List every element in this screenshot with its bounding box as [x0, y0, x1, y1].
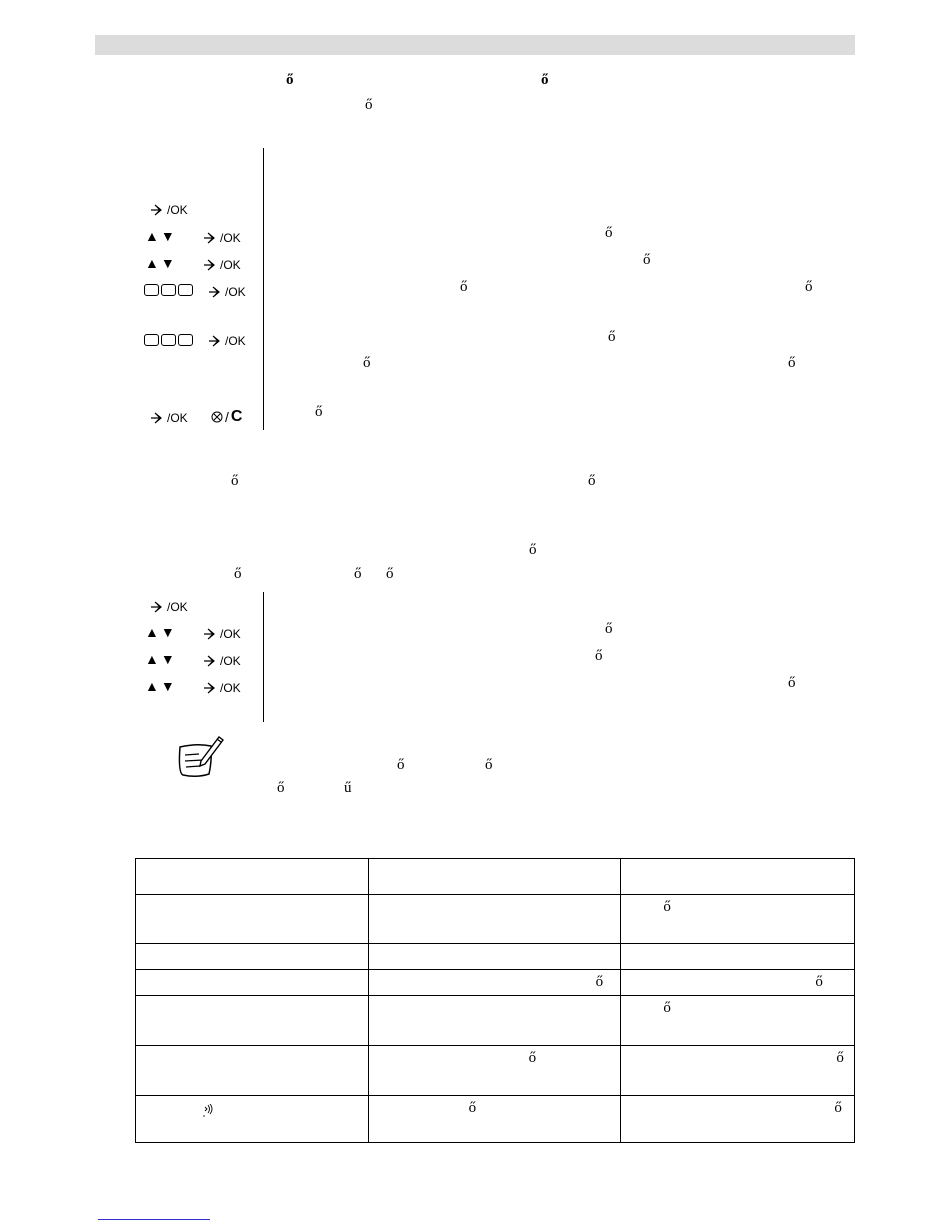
text-glyph: ő — [231, 473, 239, 489]
table-cell — [368, 859, 621, 895]
table-cell — [136, 1046, 369, 1096]
text-glyph: ő — [788, 355, 796, 371]
numeric-keys — [144, 334, 193, 346]
enter-arrow-icon — [150, 412, 165, 424]
table-cell: ő — [368, 1096, 621, 1143]
table-cell: ő — [368, 970, 621, 996]
nav-keys-row — [145, 229, 177, 243]
table-cell — [136, 895, 369, 944]
text-glyph: ő — [277, 780, 285, 796]
numeric-keys — [144, 284, 193, 296]
up-down-arrow-icon: ▲▼ — [145, 228, 177, 244]
table-cell: ő — [621, 1096, 855, 1143]
table-cell — [136, 859, 369, 895]
ok-key: /OK — [150, 600, 188, 614]
table-cell: ő — [621, 970, 855, 996]
ok-key: /OK — [203, 231, 241, 245]
table-cell — [136, 970, 369, 996]
text-glyph: ő — [605, 621, 613, 637]
ok-key: /OK — [150, 411, 188, 425]
ok-key: /OK — [203, 258, 241, 272]
text-glyph: ő — [608, 329, 616, 345]
clear-key: / C — [211, 408, 242, 426]
text-glyph: ő — [595, 648, 603, 664]
table-cell — [136, 1096, 369, 1143]
ok-key: /OK — [150, 203, 188, 217]
heading-glyph: ő — [286, 72, 294, 88]
ringer-icon — [203, 1104, 213, 1118]
procedure-divider — [263, 592, 264, 722]
ok-key: /OK — [208, 334, 246, 348]
keypad-icon — [144, 284, 193, 296]
enter-arrow-icon — [150, 204, 165, 216]
table-cell — [136, 944, 369, 970]
table-cell — [368, 895, 621, 944]
up-down-arrow-icon: ▲▼ — [145, 255, 177, 271]
section-header-bar — [95, 35, 855, 55]
table-cell: ő — [368, 1046, 621, 1096]
table-cell — [621, 944, 855, 970]
text-glyph: ő — [365, 97, 373, 113]
text-glyph: ő — [386, 566, 394, 582]
table-row — [136, 895, 855, 944]
ok-key: /OK — [203, 627, 241, 641]
text-glyph: ő — [234, 566, 242, 582]
text-glyph: ő — [529, 542, 537, 558]
text-glyph: ő — [363, 355, 371, 371]
enter-arrow-icon — [203, 259, 218, 271]
footer-link-underline — [98, 1219, 210, 1220]
table-cell — [368, 944, 621, 970]
nav-keys-row — [145, 652, 177, 666]
table-row — [136, 1096, 855, 1143]
nav-keys-row — [145, 679, 177, 693]
ok-key: /OK — [203, 654, 241, 668]
nav-keys-row — [145, 625, 177, 639]
text-glyph: ő — [315, 404, 323, 420]
enter-arrow-icon — [208, 286, 223, 298]
text-glyph: ő — [605, 225, 613, 241]
text-glyph: ő — [485, 757, 493, 773]
text-glyph: ő — [643, 252, 651, 268]
table-cell: ő — [621, 895, 855, 944]
text-glyph: ő — [788, 675, 796, 691]
enter-arrow-icon — [150, 601, 165, 613]
table-cell — [621, 859, 855, 895]
text-glyph: ő — [397, 757, 405, 773]
ok-key: /OK — [208, 285, 246, 299]
table-row — [136, 1046, 855, 1096]
text-glyph: ő — [354, 566, 362, 582]
table-cell — [136, 996, 369, 1046]
text-glyph: ő — [588, 473, 596, 489]
table-cell — [368, 996, 621, 1046]
heading-glyph: ő — [541, 72, 549, 88]
enter-arrow-icon — [208, 335, 223, 347]
table-cell: ő — [621, 1046, 855, 1096]
table-row — [136, 970, 855, 996]
procedure-divider — [263, 148, 264, 430]
enter-arrow-icon — [203, 628, 218, 640]
ok-key: /OK — [203, 681, 241, 695]
up-down-arrow-icon: ▲▼ — [145, 678, 177, 694]
note-icon — [175, 733, 225, 779]
settings-table — [135, 858, 855, 1143]
table-cell: ő — [621, 996, 855, 1046]
enter-arrow-icon — [203, 655, 218, 667]
text-glyph: ő — [805, 279, 813, 295]
up-down-arrow-icon: ▲▼ — [145, 624, 177, 640]
cancel-circle-icon — [211, 411, 223, 423]
text-glyph-u: ű — [344, 780, 352, 796]
keypad-icon — [144, 334, 193, 346]
enter-arrow-icon — [203, 682, 218, 694]
table-row — [136, 859, 855, 895]
nav-keys-row — [145, 256, 177, 270]
table-row — [136, 996, 855, 1046]
enter-arrow-icon — [203, 232, 218, 244]
table-row — [136, 944, 855, 970]
text-glyph: ő — [460, 279, 468, 295]
up-down-arrow-icon: ▲▼ — [145, 651, 177, 667]
